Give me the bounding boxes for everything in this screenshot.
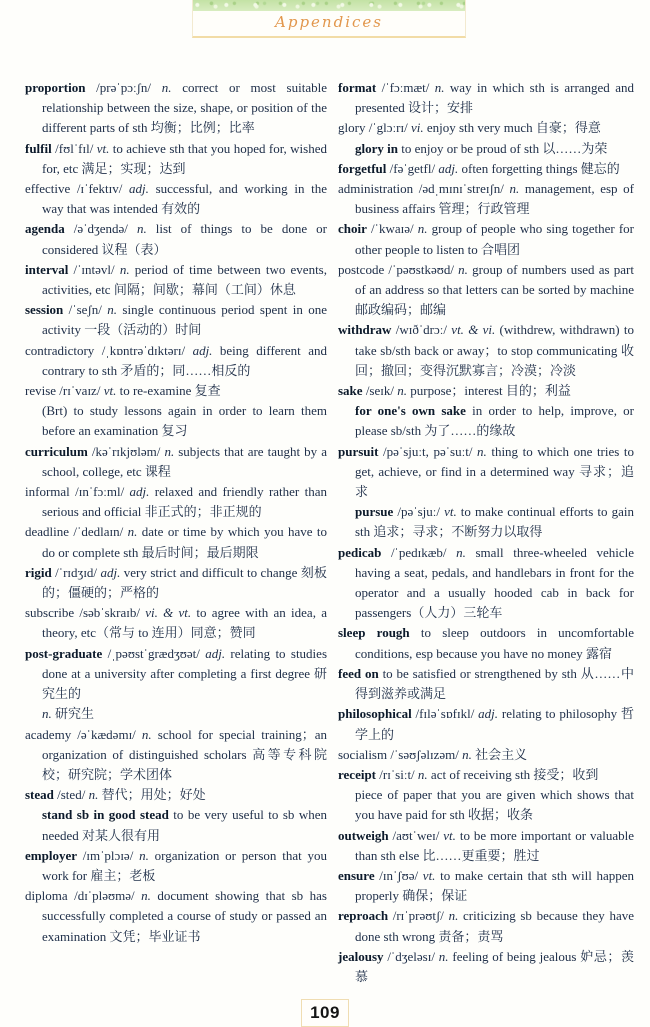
entry-text: organization or person that you work for 雇主；老板 [42, 847, 327, 883]
entry-main-paragraph [25, 846, 327, 886]
entry-text: /sted/ [53, 787, 89, 803]
entry-text: /aʊtˈweɪ/ [388, 827, 444, 843]
entry-part-of-speech: vt. [103, 383, 117, 399]
entry-main-paragraph [338, 260, 634, 321]
dictionary-entry [338, 765, 634, 826]
entry-main-paragraph [25, 179, 327, 219]
entry-main-paragraph [25, 886, 327, 947]
entry-headword: pursuit [338, 443, 379, 459]
entry-text: to make continual efforts to gain sth 追求；寻求；不断努力以取得 [355, 504, 634, 540]
entry-text: /ˈrɪdʒɪd/ [51, 564, 101, 580]
dictionary-entry [338, 704, 634, 744]
entry-text: relating to studies done at a university after completing a first degree 研究生的 [42, 645, 328, 702]
entry-text: /wɪðˈdrɔː/ [391, 322, 452, 338]
entry-text: deadline /ˈdedlaɪn/ [25, 524, 128, 540]
entry-part-of-speech: n. [119, 261, 130, 277]
entry-main-paragraph [338, 543, 634, 624]
entry-main-paragraph [338, 866, 634, 906]
entry-text: /seɪk/ [362, 383, 398, 399]
entry-headword: stand sb in good stead [42, 807, 169, 823]
entry-headword: choir [338, 221, 367, 237]
banner-title: Appendices [275, 13, 383, 31]
left-column [25, 78, 327, 987]
entry-part-of-speech: n. [164, 443, 175, 459]
entry-main-paragraph [25, 381, 327, 401]
dictionary-entry [338, 381, 634, 442]
entry-main-paragraph [338, 320, 634, 381]
entry-main-paragraph [25, 442, 327, 482]
entry-part-of-speech: n. [42, 706, 52, 722]
dictionary-entry [338, 260, 634, 321]
entry-part-of-speech: adj. [100, 564, 121, 580]
dictionary-entry [25, 219, 327, 259]
entry-text: enjoy sth very much 自豪；得意 [423, 120, 601, 136]
entry-part-of-speech: vt. [96, 140, 110, 156]
entry-main-paragraph [338, 664, 634, 704]
entry-text: to make certain that sth will happen properly 确保；保证 [355, 867, 634, 904]
entry-text: group of numbers used as part of an address so that letters can be sorted by machine 邮政编码；邮编 [355, 261, 634, 318]
entry-part-of-speech: n. [477, 443, 487, 459]
entry-main-paragraph [25, 725, 327, 786]
entry-headword: proportion [25, 80, 86, 95]
entry-main-paragraph [25, 341, 327, 381]
entry-text: period of time between two events, activities, etc 间隔；间歇；幕间（工间）休息 [42, 261, 327, 298]
entry-text: /ˈkwaɪə/ [366, 221, 418, 237]
entry-part-of-speech: n. [139, 847, 149, 863]
entry-text: 社会主义 [471, 746, 528, 762]
entry-main-paragraph [338, 159, 634, 179]
entry-text: administration /ədˌmɪnɪˈstreɪʃn/ [338, 181, 510, 197]
dictionary-entry [25, 563, 327, 603]
entry-main-paragraph [25, 785, 327, 805]
entry-part-of-speech: vt. & vi. [451, 322, 496, 338]
entry-text: subjects that are taught by a school, college, etc 课程 [42, 443, 327, 479]
entry-main-paragraph [25, 78, 327, 139]
banner-green-texture [193, 0, 465, 11]
entry-text: being different and contrary to sth 矛盾的；同……相反的 [42, 342, 327, 378]
entry-main-paragraph [25, 563, 327, 603]
dictionary-entry [25, 442, 327, 482]
entry-text: academy /əˈkædəmɪ/ [25, 726, 142, 742]
glossary-content [25, 78, 634, 987]
entry-main-paragraph [338, 78, 634, 118]
entry-text: contradictory /ˌkɒntrəˈdɪktərɪ/ [25, 342, 193, 358]
entry-text: correct or most suitable relationship between the size, shape, or position of the different parts of sth 均衡；比例；比率 [42, 80, 327, 136]
dictionary-entry [338, 179, 634, 219]
entry-main-paragraph [338, 826, 634, 866]
entry-text: /fʊlˈfɪl/ [51, 140, 97, 156]
entry-headword: employer [25, 847, 77, 863]
entry-text: act of receiving sth 接受；收到 [427, 766, 599, 782]
entry-main-paragraph [25, 260, 327, 300]
entry-text: to agree with an idea, a theory, etc（常与 to 连用）同意；赞同 [42, 605, 327, 641]
entry-headword: outweigh [338, 827, 389, 843]
dictionary-entry [338, 78, 634, 118]
entry-main-paragraph [338, 442, 634, 503]
entry-text: to achieve sth that you hoped for, wished for, etc 满足；实现；达到 [42, 140, 327, 176]
entry-headword: for one's own sake [355, 403, 466, 419]
entry-part-of-speech: n. [161, 80, 172, 95]
entry-main-paragraph [338, 118, 634, 138]
entry-main-paragraph [338, 179, 634, 219]
entry-part-of-speech: adj. [192, 342, 213, 358]
entry-text: /fɪləˈsɒfɪkl/ [411, 706, 479, 722]
entry-part-of-speech: vt. [443, 827, 456, 843]
entry-text: /əˈdʒendə/ [64, 221, 137, 237]
entry-text: postcode /ˈpəʊstkəʊd/ [338, 261, 459, 277]
entry-headword: sake [338, 383, 363, 399]
dictionary-entry [25, 785, 327, 846]
dictionary-entry [25, 644, 327, 725]
entry-part-of-speech: n. [458, 261, 468, 277]
entry-headword: philosophical [338, 706, 412, 722]
entry-part-of-speech: n. [88, 787, 99, 803]
dictionary-entry [25, 341, 327, 381]
dictionary-entry [25, 179, 327, 219]
dictionary-entry [338, 159, 634, 179]
entry-part-of-speech: n. [141, 726, 152, 742]
entry-text: to be very useful to sb when needed 对某人很有用 [42, 807, 327, 843]
entry-headword: jealousy [338, 948, 384, 964]
entry-text: thing to which one tries to get, achieve, or find in a determined way 寻求；追求 [355, 443, 634, 500]
dictionary-entry [25, 260, 327, 300]
entry-part-of-speech: vt. [422, 867, 436, 883]
dictionary-entry [338, 219, 634, 259]
entry-part-of-speech: adj. [129, 181, 149, 197]
entry-text: 替代；用处；好处 [98, 787, 206, 803]
entry-headword: sleep rough [338, 625, 410, 641]
entry-text: socialism /ˈsəʊʃəlɪzəm/ [338, 746, 463, 762]
entry-part-of-speech: n. [434, 80, 445, 95]
entry-part-of-speech: n. [127, 524, 138, 540]
entry-part-of-speech: adj. [438, 160, 459, 176]
dictionary-entry [338, 947, 634, 987]
entry-headword: withdraw [338, 322, 392, 338]
entry-part-of-speech: n. [448, 908, 459, 924]
entry-part-of-speech: n. [462, 746, 472, 762]
entry-text: /kəˈrɪkjʊləm/ [87, 443, 165, 459]
entry-headword: reproach [338, 908, 389, 924]
entry-headword: rigid [25, 564, 52, 580]
entry-part-of-speech: n. [107, 302, 118, 318]
entry-text: /fəˈgetfl/ [386, 160, 439, 176]
entry-part-of-speech: n. [509, 181, 520, 197]
entry-main-paragraph [25, 482, 327, 522]
entry-text: document showing that sb has successfully completed a course of study or passed an examination 文凭；毕业证书 [42, 888, 327, 944]
entry-part-of-speech: n. [397, 383, 407, 399]
entry-main-paragraph [25, 300, 327, 340]
entry-headword: ensure [338, 867, 375, 883]
dictionary-entry [338, 664, 634, 704]
entry-headword: session [25, 302, 64, 318]
dictionary-entry [338, 906, 634, 946]
entry-part-of-speech: adj. [205, 645, 226, 661]
entry-sub-paragraph [338, 401, 634, 441]
entry-sub-paragraph [338, 785, 634, 825]
dictionary-entry [25, 603, 327, 643]
entry-text: to re-examine 复查 [116, 383, 221, 399]
entry-main-paragraph [25, 219, 327, 259]
entry-text: relating to philosophy 哲学上的 [355, 706, 634, 742]
entry-sub-paragraph [338, 139, 634, 159]
entry-text: /ˈpedɪkæb/ [381, 544, 457, 560]
entry-main-paragraph [338, 381, 634, 401]
entry-main-paragraph [25, 644, 327, 705]
dictionary-entry [338, 826, 634, 866]
dictionary-entry [25, 482, 327, 522]
entry-main-paragraph [338, 906, 634, 946]
entry-text: revise /rɪˈvaɪz/ [25, 383, 104, 399]
dictionary-entry [25, 846, 327, 886]
entry-text: to be satisfied or strengthened by sth 从……中得到滋养或满足 [355, 665, 634, 702]
entry-text: /ˌpəʊstˈgrædʒʊət/ [102, 645, 206, 661]
entry-part-of-speech: n. [417, 221, 428, 237]
appendices-banner [192, 0, 466, 38]
dictionary-entry [338, 623, 634, 663]
entry-text: /ˈseʃn/ [63, 302, 108, 318]
entry-text: effective /ɪˈfektɪv/ [25, 181, 130, 197]
entry-part-of-speech: vi. & vt. [145, 605, 192, 621]
entry-text: often forgetting things 健忘的 [458, 160, 620, 176]
entry-main-paragraph [338, 219, 634, 259]
entry-text: /prəˈpɔːʃn/ [85, 80, 162, 95]
entry-part-of-speech: adj. [129, 484, 150, 500]
entry-text: /rɪˈprəʊtʃ/ [388, 908, 449, 924]
dictionary-entry [338, 745, 634, 765]
entry-sub-paragraph [338, 502, 634, 542]
entry-text: feeling of being jealous 妒忌；羡慕 [355, 948, 634, 984]
entry-text: management, esp of business affairs 管理；行政管理 [355, 181, 634, 217]
entry-headword: pedicab [338, 544, 382, 560]
dictionary-entry [25, 78, 327, 139]
entry-headword: fulfil [25, 140, 52, 156]
dictionary-entry [338, 866, 634, 906]
entry-headword: post-graduate [25, 645, 103, 661]
entry-text: (withdrew, withdrawn) to take sb/sth back or away；to stop communicating 收回；撤回；变得沉默寡言；冷漠；冷淡 [355, 322, 634, 378]
entry-text: subscribe /səbˈskraɪb/ [25, 605, 146, 621]
entry-text: (Brt) to study lessons again in order to learn them before an examination 复习 [42, 403, 327, 439]
entry-sub-paragraph [25, 805, 327, 845]
entry-main-paragraph [338, 765, 634, 785]
dictionary-entry [338, 543, 634, 624]
entry-text: list of things to be done or considered 议程（表） [42, 221, 327, 257]
entry-part-of-speech: vt. [444, 504, 457, 520]
entry-headword: interval [25, 261, 69, 277]
entry-text: relaxed and friendly rather than serious and official 非正式的；非正规的 [42, 484, 327, 520]
entry-text: /ɪnˈʃʊə/ [374, 867, 423, 883]
entry-text: /ɪmˈplɔɪə/ [76, 847, 140, 863]
entry-text: to sleep outdoors in uncomfortable conditions, esp because you have no money 露宿 [355, 625, 634, 661]
entry-headword: receipt [338, 766, 377, 782]
entry-text: group of people who sing together for other people to listen to 合唱团 [355, 221, 635, 257]
dictionary-entry [25, 139, 327, 179]
entry-text: criticizing sb because they have done sth wrong 责备；责骂 [355, 908, 634, 944]
entry-headword: pursue [355, 504, 394, 520]
entry-text: glory /ˈglɔːrɪ/ [338, 120, 411, 136]
dictionary-entry [25, 300, 327, 340]
entry-headword: feed on [338, 665, 379, 681]
entry-text: single continuous period spent in one activity 一段（活动的）时间 [42, 302, 327, 338]
entry-text: /pəˈsjuː/ [393, 504, 445, 520]
entry-part-of-speech: n. [136, 221, 147, 237]
entry-main-paragraph [338, 947, 634, 987]
entry-text: very strict and difficult to change 刻板的；僵硬的；严格的 [42, 564, 327, 601]
entry-text: 研究生 [51, 706, 95, 722]
entry-headword: format [338, 80, 377, 95]
dictionary-entry [25, 522, 327, 562]
entry-text: way in which sth is arranged and presented 设计；安排 [355, 80, 634, 116]
entry-text: school for special training；an organization of distinguished scholars 高等专科院校；研究院；学术团体 [42, 726, 327, 782]
entry-headword: forgetful [338, 160, 387, 176]
entry-text: in order to help, improve, or please sb/sth 为了……的缘故 [355, 403, 635, 439]
entry-text: /ˈɪntəvl/ [68, 261, 120, 277]
entry-text: to enjoy or be proud of sth 以……为荣 [397, 140, 608, 156]
entry-headword: glory in [355, 140, 398, 156]
entry-text: /pəˈsjuːt, pəˈsuːt/ [378, 443, 478, 459]
dictionary-entry [338, 442, 634, 543]
entry-main-paragraph [338, 745, 634, 765]
entry-headword: agenda [25, 221, 65, 237]
entry-text: to be more important or valuable than sth else 比……更重要；胜过 [355, 827, 634, 863]
entry-text: purpose；interest 目的；利益 [406, 383, 571, 399]
entry-text: /ˈfɔːmæt/ [376, 80, 435, 95]
entry-text: small three-wheeled vehicle having a seat, pedals, and handlebars in front for the operator and a usually hooded cab in back for passengers（人力）三轮车 [355, 544, 634, 621]
dictionary-entry [25, 381, 327, 442]
dictionary-entry [338, 320, 634, 381]
dictionary-entry [338, 118, 634, 158]
page-number: 109 [310, 1003, 340, 1022]
entry-text: informal /ɪnˈfɔːml/ [25, 484, 130, 500]
entry-text: /ˈdʒeləsɪ/ [383, 948, 439, 964]
entry-main-paragraph [338, 623, 634, 663]
entry-headword: curriculum [25, 443, 88, 459]
right-column [338, 78, 634, 987]
entry-headword: stead [25, 787, 54, 803]
entry-part-of-speech: n. [417, 766, 428, 782]
entry-text: /rɪˈsiːt/ [376, 766, 418, 782]
entry-part-of-speech: adj. [478, 706, 499, 722]
entry-sub-paragraph [25, 401, 327, 441]
entry-main-paragraph [338, 704, 634, 744]
entry-part-of-speech: vi. [410, 120, 424, 136]
entry-sub-paragraph [25, 704, 327, 724]
page-number-box [301, 999, 349, 1027]
entry-part-of-speech: n. [438, 948, 449, 964]
entry-text: successful, and working in the way that was intended 有效的 [42, 181, 327, 217]
entry-main-paragraph [25, 139, 327, 179]
entry-main-paragraph [25, 603, 327, 643]
entry-part-of-speech: n. [141, 888, 151, 904]
entry-text: date or time by which you have to do or complete sth 最后时间；最后期限 [42, 524, 327, 560]
entry-text: piece of paper that you are given which shows that you have paid for sth 收据；收条 [355, 787, 634, 823]
dictionary-entry [25, 725, 327, 786]
entry-part-of-speech: n. [456, 544, 466, 560]
entry-text: diploma /dɪˈpləʊmə/ [25, 888, 142, 904]
entry-main-paragraph [25, 522, 327, 562]
dictionary-entry [25, 886, 327, 947]
